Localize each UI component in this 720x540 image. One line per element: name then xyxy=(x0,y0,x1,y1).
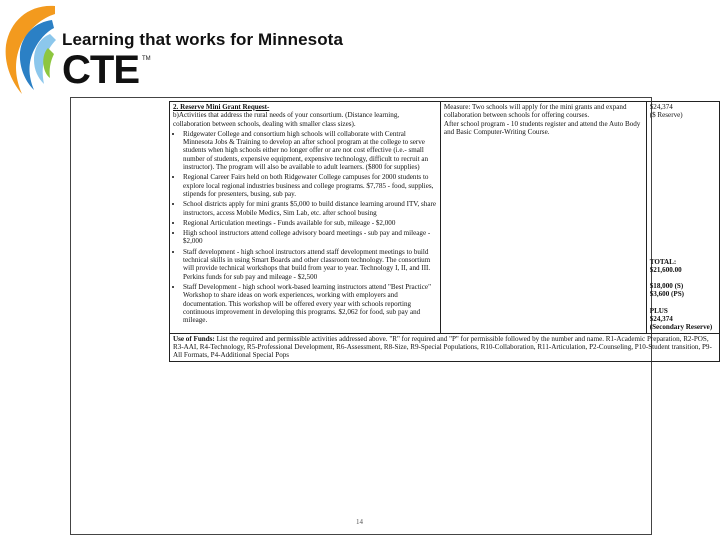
brand-wordmark: CTE xyxy=(62,48,139,92)
split-secondary: $18,000 (S) xyxy=(649,282,684,291)
amount-cell xyxy=(646,102,719,334)
grant-row xyxy=(170,102,720,334)
plus-label: PLUS xyxy=(649,306,668,315)
measures-cell xyxy=(440,102,646,334)
split-postsecondary: $3,600 (PS) xyxy=(649,290,685,299)
total-block xyxy=(650,258,716,332)
activity-item: • Ridgewater College and consortium high schools will collaborate with Central Minnesota Jobs & Training to develop an after school program at the college to serve students when high schools either no longer offer or are not cost effective (i.e.- small number of students, expensive equipment, expensive technology, difficult to recruit an instructor). The program will also be available to adult learners. ($800 for supplies) xyxy=(183,130,437,171)
section-intro: b)Activities that address the rural needs of your consortium. (Distance learning, collaboration between schools, dealing with smaller class sizes). xyxy=(173,111,400,128)
plus-note: (Secondary Reserve) xyxy=(649,323,713,332)
activities-cell xyxy=(170,102,441,334)
amount-note: ($ Reserve) xyxy=(649,111,683,120)
cte-swoosh-logo xyxy=(0,0,60,100)
activity-item: • Staff development - high school instructors attend staff development meetings to build technical skills in using Smart Boards and other classroom technology. The consortium will provide technical workshops that build from year to year. Technology I, II, and III. Perkins funds for sub pay and mileage - $2,500 xyxy=(183,248,437,281)
funds-text: List the required and permissible activities addressed above. "R" for required and "P" for permissible followed by the number and name. R1-Academic Preparation, R2-POS, R3-AAI, R4-Technology, R5-Professional Development, R6-Assessment, R8-Size, R9-Special Populations, R10-Collaboration, R11-Articulation, P2-Counseling, P10-Student transition, P9-All Formats, P4-Additional Special Pops xyxy=(173,334,712,360)
measure-text: After school program - 10 students register and attend the Auto Body and Basic Computer-Writing Course. xyxy=(443,119,641,136)
header-banner xyxy=(0,0,720,100)
section-title: 2. Reserve Mini Grant Request- xyxy=(173,103,270,111)
document-page xyxy=(70,97,713,535)
activity-item: • Regional Articulation meetings - Funds available for sub, mileage - $2,000 xyxy=(183,219,437,227)
total-value: $21,600.00 xyxy=(649,265,682,274)
trademark-mark: TM xyxy=(142,56,151,62)
funds-label: Use of Funds: xyxy=(173,334,215,343)
use-of-funds-cell xyxy=(170,333,720,361)
tagline: Learning that works for Minnesota xyxy=(62,30,343,49)
page-number: 14 xyxy=(356,518,363,526)
activity-list xyxy=(173,130,437,325)
activity-item: • Staff Development - high school work-based learning instructors attend "Best Practice" Workshop to share ideas on work experiences, working with employers and documentation. This workshop will be offered every year with schools reporting continuous improvement in developing this programs. $2,062 for food, sub pay and mileage. xyxy=(183,283,437,324)
amount-value: $24,374 xyxy=(649,103,673,111)
measure-text: Measure: Two schools will apply for the mini grants and expand collaboration between schools for offering courses. xyxy=(443,103,627,120)
activity-item: • Regional Career Fairs held on both Ridgewater College campuses for 2000 students to explore local regional industries business and college programs. $7,785 - food, supplies, stipends for presenters, busing, sub pay. xyxy=(183,173,437,198)
use-of-funds-row xyxy=(170,333,720,361)
plus-value: $24,374 xyxy=(649,315,673,324)
total-label: TOTAL: xyxy=(649,257,677,266)
grant-table xyxy=(169,101,720,362)
activity-item: • School districts apply for mini grants $5,000 to build distance learning around ITV, share instructors, access Mobile Medics, Sim Lab, etc. after school busing xyxy=(183,200,437,217)
activity-item: • High school instructors attend college advisory board meetings - sub pay and mileage - $2,000 xyxy=(183,229,437,246)
